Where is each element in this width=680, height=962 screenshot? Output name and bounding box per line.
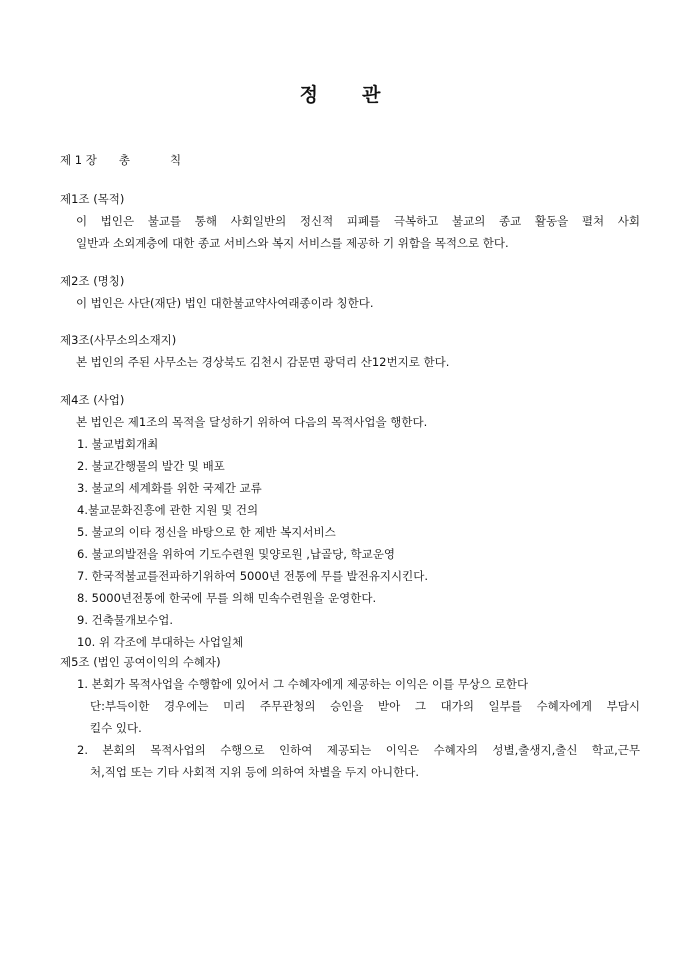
article-3-heading: 제3조(사무소의소재지) [60,333,177,347]
article-2 [60,270,640,314]
article-4-item: 2. 불교간행물의 발간 및 배포 [77,459,225,473]
article-1-text-line-2: 일반과 소외계층에 대한 종교 서비스와 복지 서비스를 제공하 기 위함을 목적으로 한다. [76,236,509,250]
article-5-item-2-line-2: 처,직업 또는 기타 사회적 지위 등에 의하여 차별을 두지 아니한다. [90,765,420,779]
document-title [0,80,680,107]
article-4-item: 9. 건축물개보수업. [77,613,174,627]
article-1-text-line-1: 이 법인은 불교를 통해 사회일반의 정신적 피폐를 극복하고 불교의 종교 활동을 펼쳐 사회 [76,214,640,228]
article-4-item: 3. 불교의 세계화를 위한 국제간 교류 [77,481,262,495]
article-4-item: 6. 불교의발전을 위하여 기도수련원 및양로원 ,납골당, 학교운영 [77,547,395,561]
article-4-item: 7. 한국적불교를전파하기위하여 5000년 전통에 무를 발전유지시킨다. [77,569,429,583]
chapter-number: 제 1 장 [60,153,97,167]
article-1 [60,188,640,254]
article-5-heading: 제5조 (법인 공여이익의 수혜자) [60,655,221,669]
title-part-1: 정 [299,84,318,106]
article-3-text: 본 법인의 주된 사무소는 경상북도 김천시 감문면 광덕리 산12번지로 한다. [76,355,450,369]
chapter-name-2: 칙 [169,153,182,167]
article-5-item-1-line-1: 1. 본회가 목적사업을 수행함에 있어서 그 수혜자에게 제공하는 이익은 이를 무상으 로한다 [77,677,529,691]
article-5 [60,651,640,783]
article-4-item: 4.불교문화진흥에 관한 지원 및 건의 [77,503,259,517]
article-2-heading: 제2조 (명칭) [60,274,125,288]
article-5-item-2-line-1: 2. 본회의 목적사업의 수행으로 인하여 제공되는 이익은 수혜자의 성별,출생지,출신 학교,근무 [77,743,640,757]
article-3 [60,329,640,373]
article-4-heading: 제4조 (사업) [60,393,125,407]
chapter-heading [60,152,181,168]
article-4-item: 5. 불교의 이타 정신을 바탕으로 한 제반 복지서비스 [77,525,336,539]
article-5-item-1-line-3: 킬수 있다. [90,721,142,735]
article-4-item: 1. 불교법회개최 [77,437,159,451]
article-4-item: 10. 위 각조에 부대하는 사업일체 [77,635,244,649]
article-5-item-1-line-2: 단:부득이한 경우에는 미리 주무관청의 승인을 받아 그 대가의 일부를 수혜자에게 부담시 [90,699,640,713]
article-4-item: 8. 5000년전통에 한국에 무를 의해 민속수련원을 운영한다. [77,591,377,605]
chapter-name-1: 총 [118,153,130,167]
article-4-intro: 본 법인은 제1조의 목적을 달성하기 위하여 다음의 목적사업을 행한다. [76,415,428,429]
article-2-text: 이 법인은 사단(재단) 법인 대한불교약사여래종이라 칭한다. [76,296,374,310]
article-4 [60,389,640,653]
article-1-heading: 제1조 (목적) [60,192,125,206]
title-part-2: 관 [362,84,381,106]
